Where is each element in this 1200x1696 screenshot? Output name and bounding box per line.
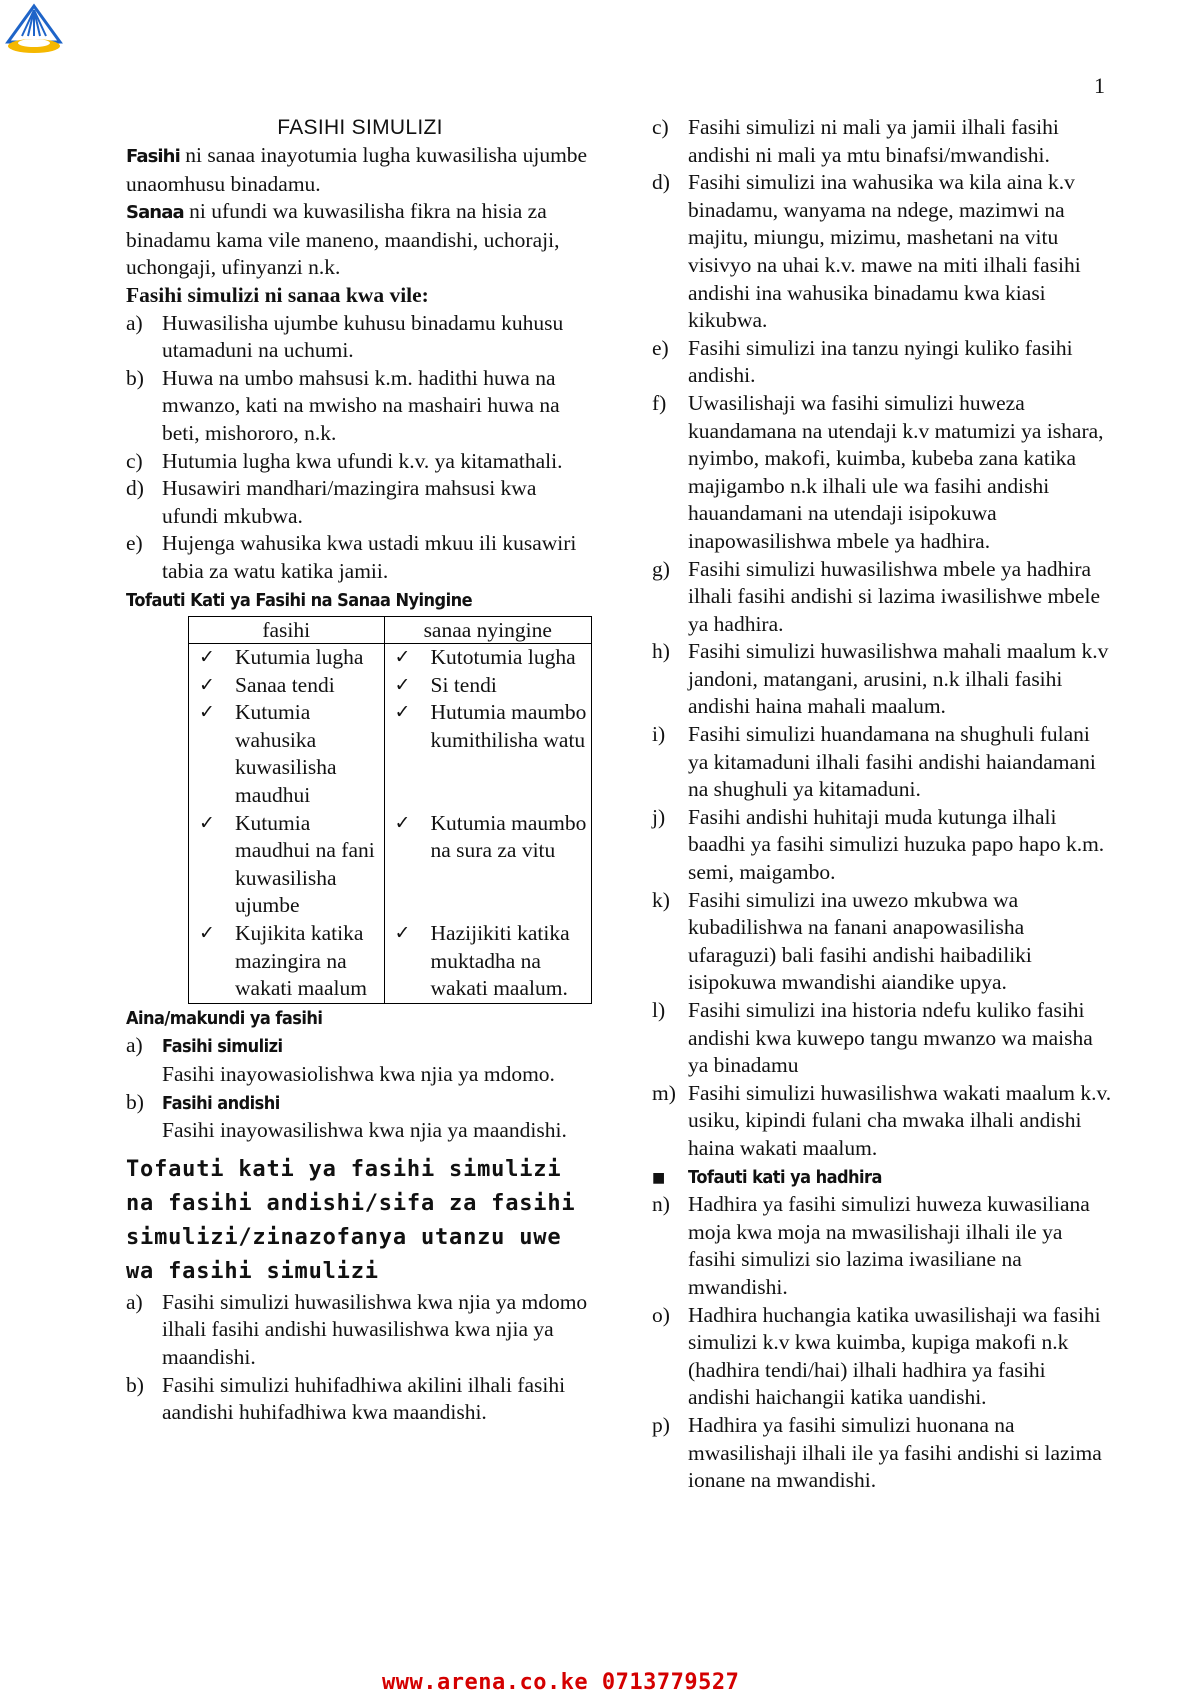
list-item-text: Fasihi simulizi ina wahusika wa kila aina k.v binadamu, wanyama na ndege, mazimwi na majitu, miungu, mizimu, mashetani na vitu visivyo na uhai k.v. mawe na miti ilhali fasihi andishi ina wahusika binadamu kwa kiasi kikubwa. (688, 170, 1081, 333)
aina-heading: Aina/makundi ya fasihi (126, 1007, 323, 1029)
list-item (652, 1080, 1112, 1163)
cell-text: Kutumia maudhui na fani kuwasilisha ujumbe (235, 810, 375, 918)
list-item-text: Hutumia lugha kwa ufundi k.v. ya kitamathali. (162, 448, 563, 473)
list-item-text: Hadhira ya fasihi simulizi huonana na mwasilishaji ilhali ile ya fasihi andishi si lazima ionane na mwandishi. (688, 1412, 1102, 1493)
page-number: 1 (1094, 73, 1105, 98)
definition-fasihi-text: ni sanaa inayotumia lugha kuwasilisha ujumbe unaomhusu binadamu. (126, 143, 588, 196)
footer-contact: www.arena.co.ke 0713779527 (382, 1670, 740, 1695)
list-marker: h) (652, 639, 670, 664)
list-item (126, 1061, 594, 1089)
definition-fasihi (126, 142, 594, 198)
list-marker: e) (652, 335, 669, 360)
definition-sanaa-text: ni ufundi wa kuwasilisha fikra na hisia za binadamu kama vile maneno, maandishi, uchoraji, uchongaji, ufinyanzi n.k. (126, 199, 560, 280)
list-marker: b) (126, 1089, 144, 1114)
list-marker: k) (652, 887, 670, 912)
check-icon: ✓ (394, 922, 411, 945)
list-item (652, 721, 1112, 804)
list-item (652, 335, 1112, 390)
cell-text: Hutumia maumbo kumithilisha watu (430, 700, 587, 752)
cell-text: Hazijikiti katika muktadha na wakati maalum. (430, 921, 570, 1001)
cell-text: Kutumia maumbo na sura za vitu (430, 810, 587, 863)
list-item-text: Fasihi simulizi ina historia ndefu kuliko fasihi andishi kwa kuwepo tangu mwanzo wa maisha ya binadamu (688, 998, 1093, 1078)
hadhira-heading-item (652, 1163, 1112, 1192)
list-marker: c) (126, 448, 143, 473)
list-item-text: Husawiri mandhari/mazingira mahsusi kwa ufundi mkubwa. (162, 476, 537, 528)
list-item-text: Hujenga wahusika kwa ustadi mkuu ili kusawiri tabia za watu katika jamii. (162, 531, 577, 583)
list-item-text: Huwa na umbo mahsusi k.m. hadithi huwa na mwanzo, kati na mwisho na mashairi huwa na beti, mishororo, n.k. (162, 365, 560, 445)
list-item (652, 638, 1112, 721)
list-item-text: Fasihi inayowasilishwa kwa njia ya maandishi. (162, 1118, 567, 1143)
cell-text: Kutumia wahusika kuwasilisha maudhui (235, 700, 337, 808)
table-cell (384, 810, 591, 920)
list-item (652, 169, 1112, 335)
check-icon: ✓ (199, 673, 215, 696)
list-marker: b) (126, 1372, 144, 1397)
definition-sanaa (126, 198, 594, 282)
table-row (189, 810, 592, 920)
list-item (126, 310, 594, 365)
arena-logo-icon (2, 2, 66, 60)
list-item-text: Fasihi simulizi huhifadhiwa akilini ilhali fasihi aandishi huhifadhiwa kwa maandishi. (162, 1372, 566, 1425)
list-item (652, 1302, 1112, 1412)
list-item (126, 1089, 594, 1118)
list-item-text: Fasihi simulizi huwasilishwa mbele ya hadhira ilhali fasihi andishi si lazima iwasilishwe mbele ya hadhira. (688, 556, 1100, 636)
left-column (126, 114, 594, 1427)
list-item (652, 804, 1112, 887)
list-item (126, 1372, 594, 1427)
cell-text: Kutotumia lugha (430, 645, 576, 670)
check-icon: ✓ (199, 922, 215, 945)
table-heading: Tofauti Kati ya Fasihi na Sanaa Nyingine (126, 589, 473, 611)
list-marker: n) (652, 1192, 670, 1217)
list-item-text: Fasihi inayowasiolishwa kwa njia ya mdomo. (162, 1062, 555, 1086)
table-row (189, 920, 592, 1003)
sanaa-heading: Fasihi simulizi ni sanaa kwa vile: (126, 282, 429, 307)
list-item-text: Huwasilisha ujumbe kuhusu binadamu kuhusu utamaduni na uchumi. (162, 310, 564, 363)
list-marker: e) (126, 531, 143, 556)
comparison-table (188, 616, 592, 1004)
table-cell (384, 699, 591, 809)
list-marker: j) (652, 804, 666, 829)
check-icon: ✓ (394, 811, 411, 834)
list-item (652, 390, 1112, 556)
table-cell (189, 810, 385, 920)
check-icon: ✓ (199, 701, 215, 724)
check-icon: ✓ (394, 646, 411, 669)
list-item-text: Fasihi andishi huhitaji muda kutunga ilhali baadhi ya fasihi simulizi huzuka papo hapo k.m. semi, maigambo. (688, 804, 1105, 885)
list-marker: l) (652, 998, 666, 1022)
list-marker: p) (652, 1412, 670, 1437)
list-item (126, 1032, 594, 1061)
aina-list (126, 1032, 594, 1144)
tofauti-list (126, 1289, 594, 1427)
list-marker: a) (126, 1289, 143, 1314)
list-marker: a) (126, 310, 143, 335)
list-marker: f) (652, 390, 667, 415)
list-marker: g) (652, 556, 670, 581)
check-icon: ✓ (199, 811, 215, 834)
list-item (652, 556, 1112, 639)
list-item-text: Fasihi simulizi huwasilishwa kwa njia ya mdomo ilhali fasihi andishi huwasilishwa kwa njia ya maandishi. (162, 1289, 588, 1369)
table-header-sanaa-nyingine: sanaa nyingine (384, 617, 591, 644)
table-cell (189, 672, 385, 700)
tofauti-list-continued (652, 114, 1112, 1495)
hadhira-heading: Tofauti kati ya hadhira (688, 1166, 882, 1188)
list-marker: c) (652, 115, 669, 139)
list-marker: i) (652, 722, 666, 747)
cell-text: Kutumia lugha (235, 645, 364, 670)
cell-text: Kujikita katika mazingira na wakati maalum (235, 921, 367, 1001)
cell-text: Sanaa tendi (235, 672, 335, 697)
table-cell (384, 672, 591, 700)
list-item (652, 1412, 1112, 1495)
table-row (189, 644, 592, 672)
list-item-text: Fasihi simulizi huandamana na shughuli fulani ya kitamaduni ilhali fasihi andishi haiandamani na shughuli ya kitamaduni. (688, 722, 1096, 802)
list-item (126, 448, 594, 476)
aina-label: Fasihi andishi (162, 1092, 280, 1114)
list-marker: d) (652, 170, 670, 195)
check-icon: ✓ (394, 673, 411, 696)
list-item (126, 365, 594, 448)
list-item (652, 1191, 1112, 1301)
list-item-text: Fasihi simulizi ina uwezo mkubwa wa kubadilishwa na fanani anapowasilisha ufaraguzi) bali fasihi andishi haibadiliki isipokuwa mwandishi aiandike upya. (688, 887, 1032, 995)
table-cell (384, 644, 591, 672)
sanaa-list (126, 310, 594, 586)
table-cell (189, 699, 385, 809)
list-item (652, 997, 1112, 1080)
tofauti-heading: Tofauti kati ya fasihi simulizi na fasihi andishi/sifa za fasihi simulizi/zinazofanya utanzu uwe wa fasihi simulizi (126, 1156, 576, 1284)
list-item-text: Hadhira ya fasihi simulizi huweza kuwasiliana moja kwa moja na mwasilishaji ilhali ile ya fasihi simulizi sio lazima iwasiliane na mwandishi. (688, 1192, 1090, 1299)
check-icon: ✓ (199, 646, 215, 669)
list-marker: b) (126, 365, 144, 390)
square-bullet-icon: ■ (652, 1169, 666, 1186)
list-item (126, 475, 594, 530)
table-row (189, 672, 592, 700)
check-icon: ✓ (394, 701, 411, 724)
list-item (126, 1117, 594, 1145)
table-row (189, 699, 592, 809)
list-item (126, 530, 594, 585)
aina-label: Fasihi simulizi (162, 1036, 283, 1058)
list-item-text: Hadhira huchangia katika uwasilishaji wa fasihi simulizi k.v kwa kuimba, kupiga makofi n.k (hadhira tendi/hai) ilhali hadhira ya fasihi andishi haichangii katika uandishi. (688, 1302, 1101, 1410)
list-marker: d) (126, 476, 144, 501)
list-item-text: Uwasilishaji wa fasihi simulizi huweza kuandamana na utendaji k.v matumizi ya ishara, nyimbo, makofi, kuimba, kubeba zana katika majigambo n.k ilhali ule wa fasihi andishi hauandamani na utendaji isipokuwa inapowasilishwa mbele ya hadhira. (688, 390, 1104, 553)
list-item-text: Fasihi simulizi ni mali ya jamii ilhali fasihi andishi ni mali ya mtu binafsi/mwandishi. (688, 115, 1059, 167)
term-sanaa: Sanaa (126, 202, 184, 224)
table-cell (384, 920, 591, 1003)
right-column (652, 114, 1112, 1495)
list-item-text: Fasihi simulizi huwasilishwa mahali maalum k.v jandoni, matangani, arusini, n.k ilhali fasihi andishi haina mahali maalum. (688, 639, 1109, 719)
list-marker: o) (652, 1302, 670, 1327)
table-header-fasihi: fasihi (189, 617, 385, 644)
list-marker: a) (126, 1033, 143, 1058)
list-item (652, 114, 1112, 169)
list-item (652, 887, 1112, 997)
table-cell (189, 920, 385, 1003)
document-title: FASIHI SIMULIZI (277, 116, 443, 139)
list-item-text: Fasihi simulizi ina tanzu nyingi kuliko fasihi andishi. (688, 335, 1073, 388)
table-cell (189, 644, 385, 672)
list-marker: m) (652, 1080, 676, 1105)
list-item (126, 1289, 594, 1372)
cell-text: Si tendi (430, 672, 497, 697)
term-fasihi: Fasihi (126, 146, 180, 167)
list-item-text: Fasihi simulizi huwasilishwa wakati maalum k.v. usiku, kipindi fulani cha mwaka ilhali andishi haina wakati maalum. (688, 1080, 1112, 1160)
